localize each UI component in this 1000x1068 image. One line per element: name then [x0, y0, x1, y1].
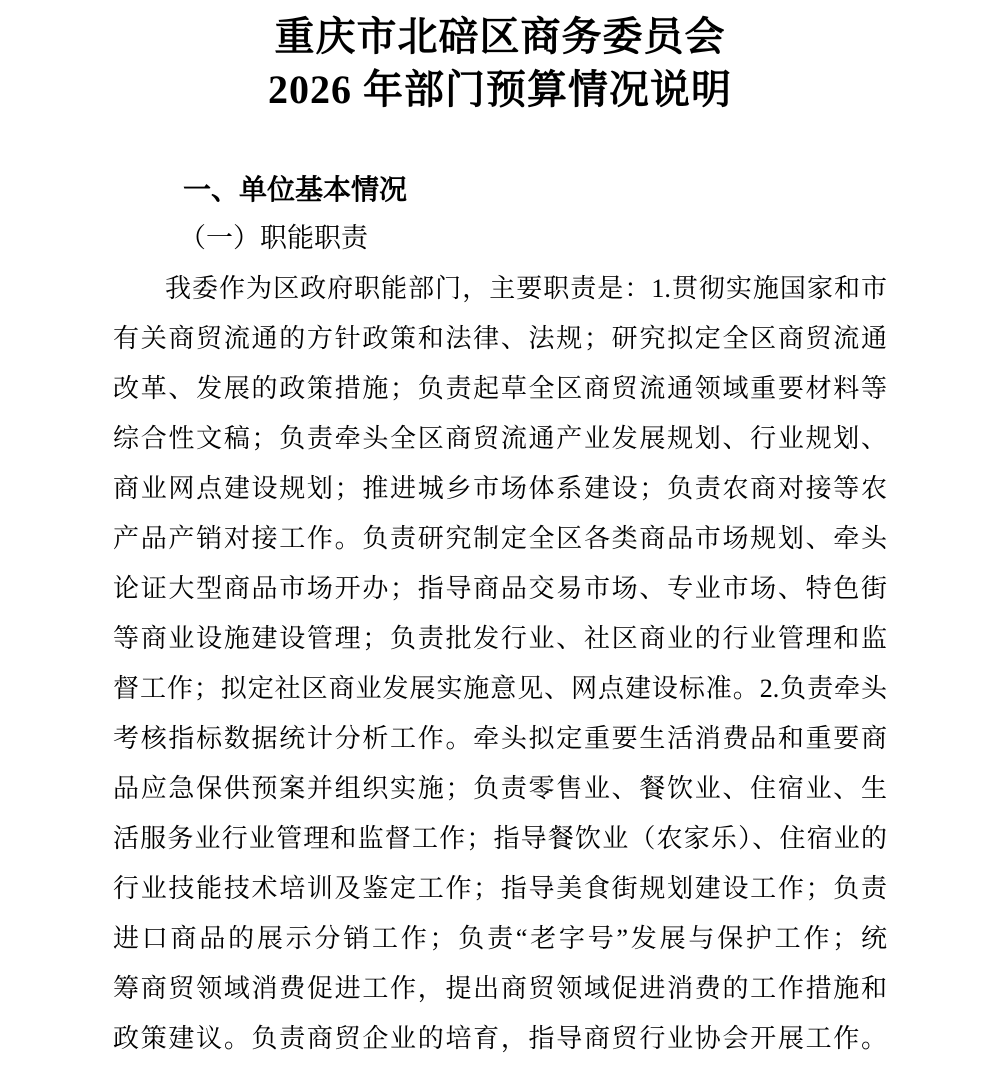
- paragraph-line: 有关商贸流通的方针政策和法律、法规；研究拟定全区商贸流通: [113, 324, 887, 353]
- paragraph-line: 论证大型商品市场开办；指导商品交易市场、专业市场、特色街: [113, 574, 887, 603]
- paragraph-line: 考核指标数据统计分析工作。牵头拟定重要生活消费品和重要商: [113, 724, 887, 753]
- paragraph-line: 进口商品的展示分销工作；负责“老字号”发展与保护工作；统: [113, 924, 887, 953]
- paragraph-line: 行业技能技术培训及鉴定工作；指导美食街规划建设工作；负责: [113, 874, 887, 903]
- paragraph-line: 改革、发展的政策措施；负责起草全区商贸流通领域重要材料等: [113, 374, 887, 403]
- section-heading: 一、单位基本情况: [183, 174, 408, 205]
- subsection-heading: （一）职能职责: [179, 223, 368, 253]
- paragraph-line: 我委作为区政府职能部门，主要职责是：1.贯彻实施国家和市: [165, 274, 887, 303]
- paragraph: [113, 264, 887, 1064]
- paragraph-line: 综合性文稿；负责牵头全区商贸流通产业发展规划、行业规划、: [113, 424, 887, 453]
- paragraph-line: 等商业设施建设管理；负责批发行业、社区商业的行业管理和监: [113, 624, 887, 653]
- paragraph-line: 督工作；拟定社区商业发展实施意见、网点建设标准。2.负责牵头: [113, 674, 887, 703]
- paragraph-line: 产品产销对接工作。负责研究制定全区各类商品市场规划、牵头: [113, 524, 887, 553]
- document-content: [113, 172, 887, 1064]
- document-title: [0, 0, 1000, 116]
- paragraph-line: 商业网点建设规划；推进城乡市场体系建设；负责农商对接等农: [113, 474, 887, 503]
- title-line-2: 2026 年部门预算情况说明: [268, 67, 732, 112]
- paragraph-line: 活服务业行业管理和监督工作；指导餐饮业（农家乐）、住宿业的: [113, 824, 887, 853]
- title-line-1: 重庆市北碚区商务委员会: [274, 14, 726, 59]
- paragraph-line: 政策建议。负责商贸企业的培育，指导商贸行业协会开展工作。: [113, 1024, 887, 1053]
- paragraph-line: 品应急保供预案并组织实施；负责零售业、餐饮业、住宿业、生: [113, 774, 887, 803]
- paragraph-line: 筹商贸领域消费促进工作，提出商贸领域促进消费的工作措施和: [113, 974, 887, 1003]
